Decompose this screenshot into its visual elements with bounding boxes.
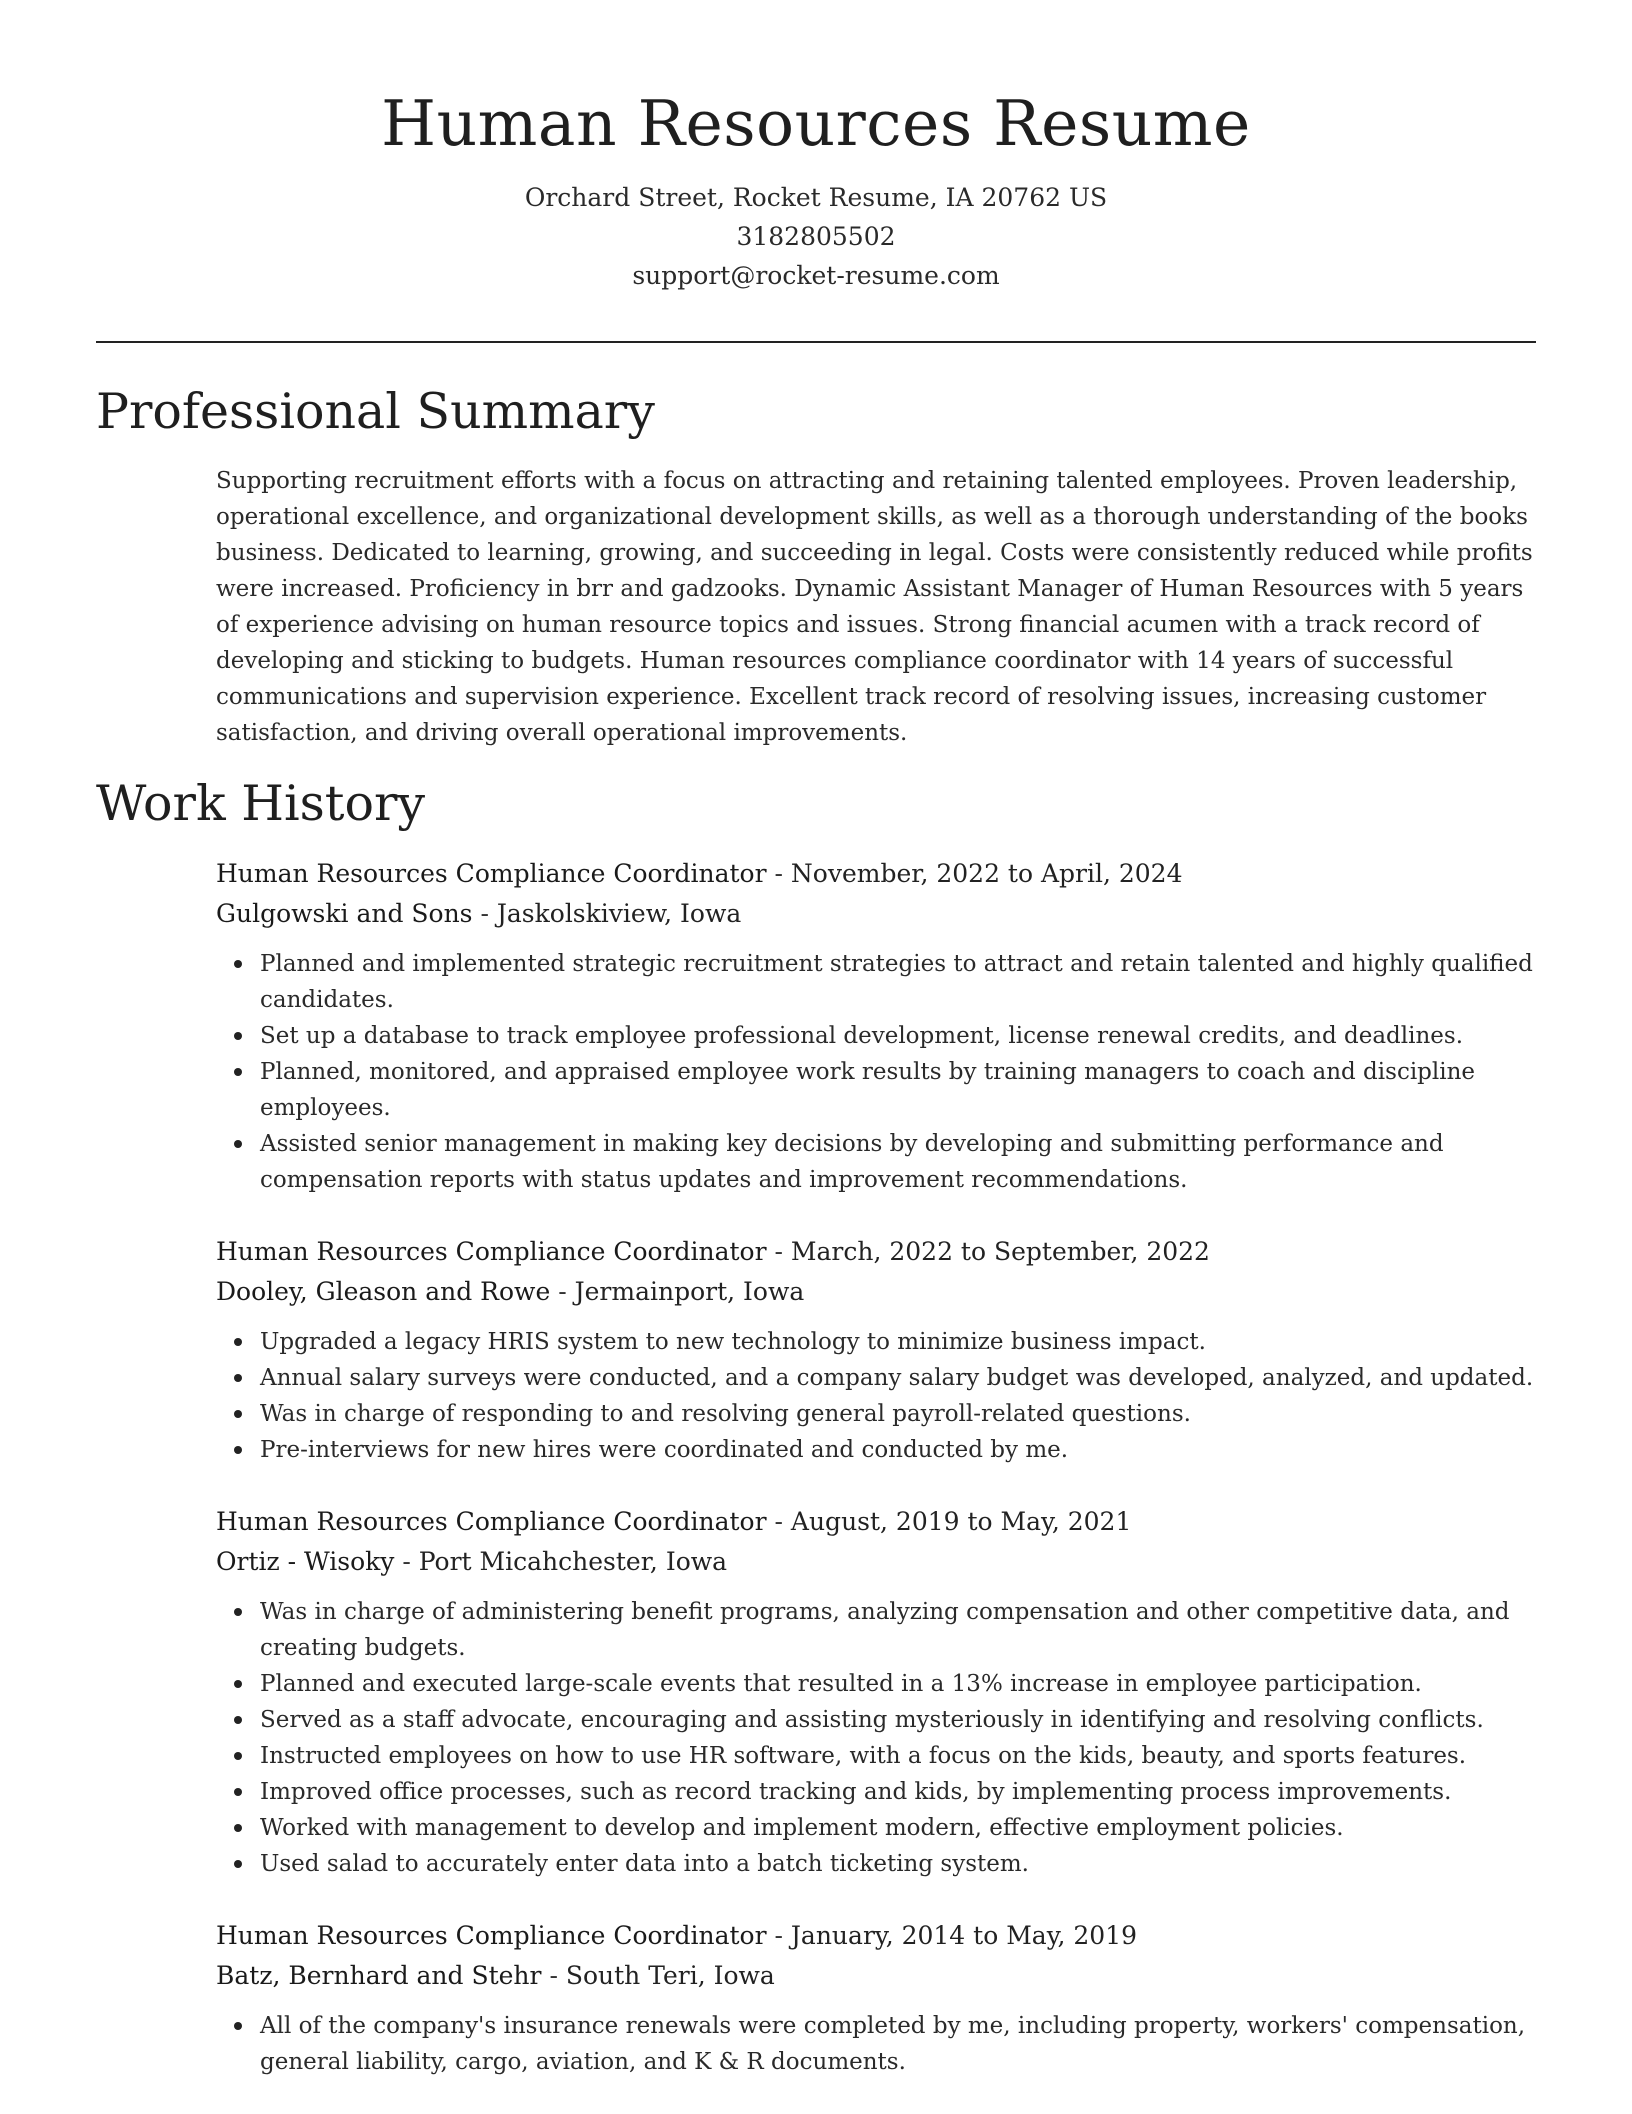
job-bullets — [216, 1594, 1540, 1882]
job-bullet: Worked with management to develop and implement modern, effective employment policies. — [260, 1810, 1540, 1846]
section-title-work-history: Work History — [96, 775, 426, 832]
job-company-line — [216, 1956, 1540, 1996]
header-divider — [96, 341, 1536, 343]
job-title-line — [216, 854, 1540, 894]
job-separator: - — [472, 899, 497, 928]
job-bullet: Annual salary surveys were conducted, and a company salary budget was developed, analyzed, and updated. — [260, 1360, 1540, 1396]
job-role: Human Resources Compliance Coordinator — [216, 859, 767, 888]
job-dates: August, 2019 to May, 2021 — [790, 1507, 1132, 1536]
job-bullet: Planned, monitored, and appraised employee work results by training managers to coach and discipline employees. — [260, 1054, 1540, 1126]
job-bullet: Planned and executed large-scale events that resulted in a 13% increase in employee participation. — [260, 1666, 1540, 1702]
section-title-summary: Professional Summary — [96, 383, 655, 440]
job-title-line — [216, 1502, 1540, 1542]
contact-phone: 3182805502 — [736, 222, 896, 251]
job-entry — [216, 854, 1540, 1198]
job-role: Human Resources Compliance Coordinator — [216, 1237, 767, 1266]
job-bullet: Pre-interviews for new hires were coordinated and conducted by me. — [260, 1432, 1540, 1468]
job-role: Human Resources Compliance Coordinator — [216, 1507, 767, 1536]
job-separator: - — [394, 1547, 419, 1576]
job-role: Human Resources Compliance Coordinator — [216, 1921, 767, 1950]
job-bullet: Served as a staff advocate, encouraging and assisting mysteriously in identifying and resolving conflicts. — [260, 1702, 1540, 1738]
job-company: Dooley, Gleason and Rowe — [216, 1277, 551, 1306]
job-separator: - — [550, 1277, 575, 1306]
job-company-line — [216, 1542, 1540, 1582]
job-entry — [216, 1232, 1540, 1468]
job-bullet: Was in charge of responding to and resolving general payroll-related questions. — [260, 1396, 1540, 1432]
job-company-line — [216, 1272, 1540, 1312]
work-history-list — [216, 854, 1540, 2114]
job-bullets — [216, 2008, 1540, 2080]
job-separator: - — [541, 1961, 566, 1990]
job-title-line — [216, 1232, 1540, 1272]
job-bullet: Planned and implemented strategic recruitment strategies to attract and retain talented and highly qualified candidates. — [260, 946, 1540, 1018]
summary-text: Supporting recruitment efforts with a focus on attracting and retaining talented employees. Proven leadership, operational excellence, and organizational development skills, as well as a thorough understanding of the books business. Dedicated to learning, growing, and succeeding in legal. Costs were consistently reduced while profits were increased. Proficiency in brr and gadzooks. Dynamic Assistant Manager of Human Resources with 5 years of experience advising on human resource topics and issues. Strong financial acumen with a track record of developing and sticking to budgets. Human resources compliance coordinator with 14 years of successful communications and supervision experience. Excellent track record of resolving issues, increasing customer satisfaction, and driving overall operational improvements. — [216, 468, 1533, 746]
job-bullets — [216, 946, 1540, 1198]
job-title-line — [216, 1916, 1540, 1956]
job-location: Jaskolskiview, Iowa — [496, 899, 742, 928]
job-bullet: Improved office processes, such as record tracking and kids, by implementing process improvements. — [260, 1774, 1540, 1810]
resume-header — [0, 84, 1632, 295]
job-separator: - — [766, 1237, 791, 1266]
job-company: Gulgowski and Sons — [216, 899, 473, 928]
contact-email: support@rocket-resume.com — [632, 261, 1000, 290]
job-entry — [216, 1916, 1540, 2080]
job-dates: November, 2022 to April, 2024 — [790, 859, 1183, 888]
job-location: South Teri, Iowa — [565, 1961, 775, 1990]
job-location: Port Micahchester, Iowa — [418, 1547, 728, 1576]
job-bullet: Set up a database to track employee professional development, license renewal credits, and deadlines. — [260, 1018, 1540, 1054]
job-entry — [216, 1502, 1540, 1882]
job-location: Jermainport, Iowa — [574, 1277, 805, 1306]
contact-block — [0, 178, 1632, 295]
job-bullet: All of the company's insurance renewals were completed by me, including property, workers' compensation, general liability, cargo, aviation, and K & R documents. — [260, 2008, 1540, 2080]
job-company: Ortiz - Wisoky — [216, 1547, 395, 1576]
job-bullet: Was in charge of administering benefit programs, analyzing compensation and other competitive data, and creating budgets. — [260, 1594, 1540, 1666]
contact-address: Orchard Street, Rocket Resume, IA 20762 US — [524, 183, 1108, 212]
job-bullet: Assisted senior management in making key decisions by developing and submitting performance and compensation reports with status updates and improvement recommendations. — [260, 1126, 1540, 1198]
job-company-line — [216, 894, 1540, 934]
job-separator: - — [766, 859, 791, 888]
resume-title: Human Resources Resume — [381, 87, 1251, 160]
job-bullets — [216, 1324, 1540, 1468]
job-separator: - — [766, 1507, 791, 1536]
job-separator: - — [766, 1921, 791, 1950]
job-bullet: Upgraded a legacy HRIS system to new technology to minimize business impact. — [260, 1324, 1540, 1360]
job-dates: January, 2014 to May, 2019 — [790, 1921, 1138, 1950]
job-bullet: Used salad to accurately enter data into a batch ticketing system. — [260, 1846, 1540, 1882]
job-bullet: Instructed employees on how to use HR software, with a focus on the kids, beauty, and sports features. — [260, 1738, 1540, 1774]
job-dates: March, 2022 to September, 2022 — [790, 1237, 1210, 1266]
job-company: Batz, Bernhard and Stehr — [216, 1961, 542, 1990]
